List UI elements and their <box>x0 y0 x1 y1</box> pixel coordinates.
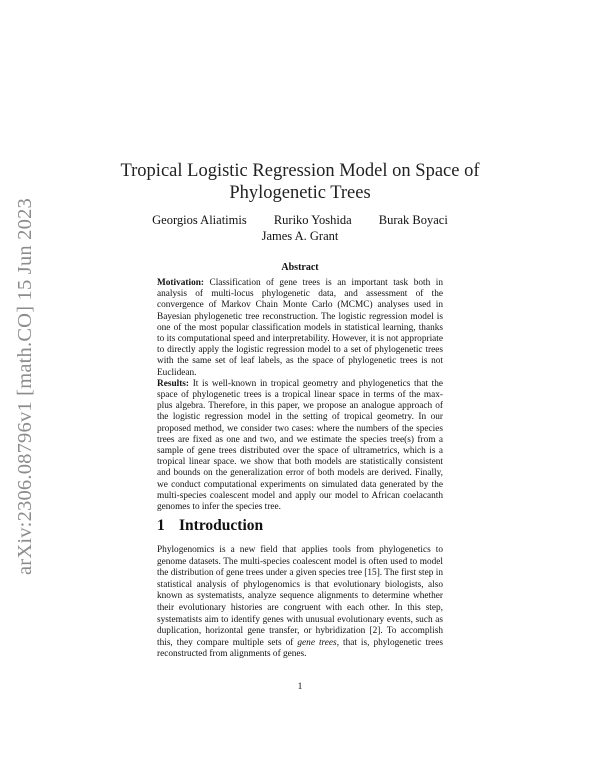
motivation-label: Motivation: <box>157 278 204 288</box>
results-label: Results: <box>157 378 190 389</box>
motivation-text: Classification of gene trees is an important task both in analysis of multi-locus phylogenetic data, and assessment of the convergence of Markov Chain Monte Carlo (MCMC) analyses used in Bayesian phylogenetic tree reconstruction. The logistic regression model is one of the most popular classification models in statistical learning, thanks to its computational speed and interpretability. However, it is not appropriate to directly apply the logistic regression model to a set of phylogenetic trees with the same set of leaf labels, as the space of phylogenetic trees is not Euclidean. <box>157 278 443 378</box>
author-name: Georgios Aliatimis <box>152 213 247 227</box>
intro-text-end: , that is, phylogenetic trees reconstructed from alignments of genes. <box>157 637 444 660</box>
title-line-1: Tropical Logistic Regression Model on Space of <box>120 161 480 181</box>
title-line-2: Phylogenetic Trees <box>229 183 371 203</box>
paper-title <box>120 160 480 204</box>
author-name: Ruriko Yoshida <box>273 213 352 227</box>
arxiv-stamp: arXiv:2306.08796v1 [math.CO] 15 Jun 2023 <box>14 198 36 575</box>
section-number: 1 <box>157 517 165 534</box>
section-title: Introduction <box>179 517 264 534</box>
results-text: It is well-known in tropical geometry and phylogenetics that the space of phylogenetic trees is a tropical linear space in terms of the max-plus algebra. Therefore, in this paper, we propose an analogue approach of the logistic regression model in the setting of tropical geometry. In our proposed method, we consider two cases: where the numbers of the species trees are fixed as one and two, and we estimate the species tree(s) from a sample of gene trees distributed over the space of ultrametrics, which is a tropical linear space. we show that both models are statistically consistent and bounds on the generalization error of both models are derived. Finally, we conduct computational experiments on simulated data generated by the multi-species coalescent model and apply our model to African coelacanth genomes to infer the species tree. <box>157 378 443 513</box>
author-name: James A. Grant <box>261 229 339 243</box>
abstract-heading: Abstract <box>281 262 319 273</box>
intro-text: Phylogenomics is a new field that applies tools from phylogenetics to genome datasets. The multi-species coalescent model is often used to model the distribution of gene trees under a given species tree [15]. The first step in statistical analysis of phylogenomics is that evolutionary biologists, also known as systematists, analyze sequence alignments to determine whether their evolutionary histories are congruent with each other. In this step, systematists aim to identify genes with unusual evolutionary events, such as duplication, horizontal gene transfer, or hybridization [2]. To accomplish this, they compare multiple sets of <box>157 545 443 648</box>
intro-italic-term: gene trees <box>297 637 337 648</box>
page-number: 1 <box>297 682 303 692</box>
abstract-motivation <box>157 278 443 379</box>
author-name: Burak Boyaci <box>378 213 448 227</box>
abstract-results <box>157 379 443 513</box>
intro-paragraph <box>157 545 443 661</box>
author-list <box>100 212 500 244</box>
abstract-body <box>157 278 443 513</box>
section-heading <box>157 517 263 535</box>
